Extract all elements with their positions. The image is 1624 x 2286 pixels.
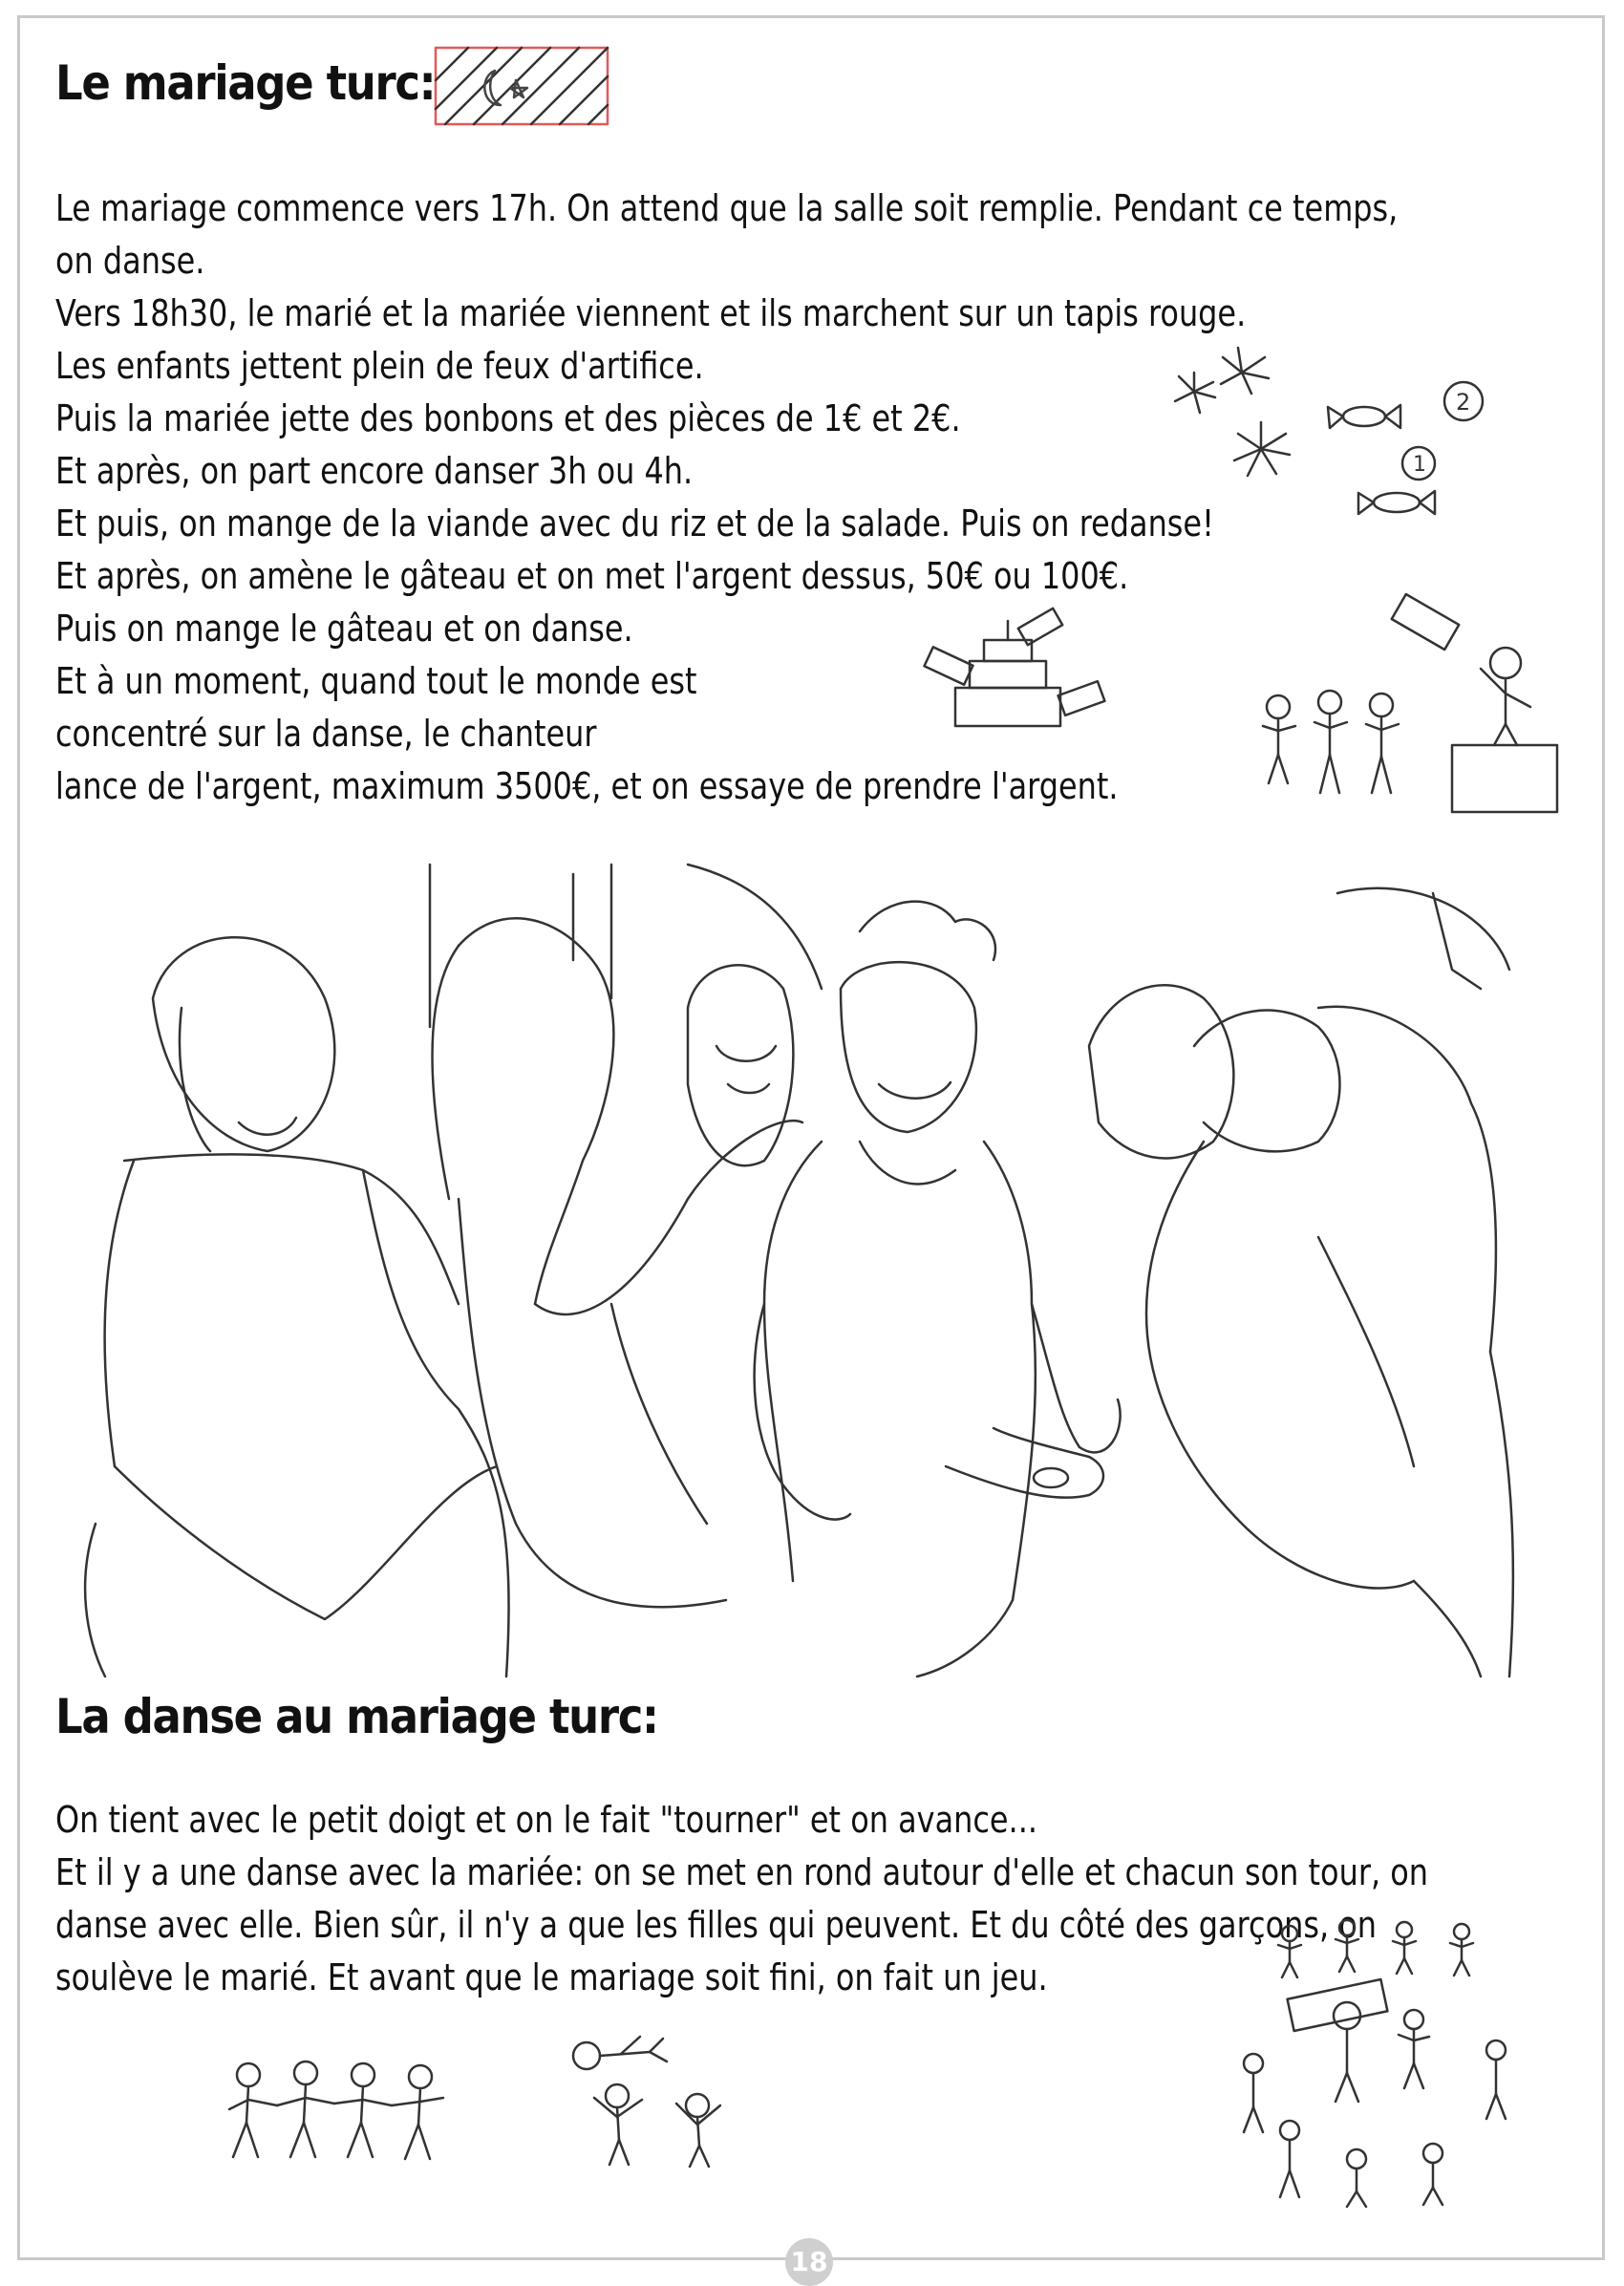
text-line: Et après, on amène le gâteau et on met l'argent dessus, 50€ ou 100€. [55, 555, 1129, 597]
stick-figure [1314, 691, 1347, 793]
stick-figure [1366, 694, 1399, 793]
page-number-badge: 18 [785, 2238, 833, 2286]
stick-figure [1263, 695, 1295, 783]
dancing-woman-left [85, 937, 508, 1677]
stick-figure [1486, 2040, 1506, 2119]
stick-figure [1278, 1926, 1301, 1977]
stick-figure-lifted [573, 2037, 667, 2069]
coin-label-2: 2 [1456, 389, 1471, 416]
text-line: Et puis, on mange de la viande avec du riz et de la salade. Puis on redanse! [55, 502, 1214, 545]
woman-headscarf [688, 965, 793, 1165]
stick-figure [1450, 1924, 1473, 1976]
coin [1402, 382, 1483, 480]
text-line: danse avec elle. Bien sûr, il n'y a que les filles qui peuvent. Et du côté des garçons, on [55, 1904, 1378, 1946]
stick-figure [229, 2063, 277, 2157]
text-line: On tient avec le petit doigt et on le fait "tourner" et on avance... [55, 1799, 1037, 1841]
wedding-scene-drawing [96, 855, 1548, 1677]
text-line: Et il y a une danse avec la mariée: on se met en rond autour d'elle et chacun son tour, on [55, 1851, 1429, 1893]
text-line: Et à un moment, quand tout le monde est [55, 660, 697, 702]
text-line: Puis on mange le gâteau et on danse. [55, 608, 633, 650]
stick-figure [1280, 2121, 1299, 2197]
stick-figure [1393, 1922, 1416, 1974]
singer-throwing-money-sketch [1251, 602, 1576, 822]
section-title-mariage: Le mariage turc: [55, 55, 436, 111]
text-line: Puis la mariée jette des bonbons et des pièces de 1€ et 2€. [55, 397, 961, 439]
crowd-game-sketch [1232, 1920, 1557, 2207]
text-line: on danse. [55, 240, 205, 282]
text-line: Et après, on part encore danser 3h ou 4h. [55, 450, 694, 492]
stick-figure [594, 2084, 642, 2165]
woman-long-hair [433, 918, 803, 1607]
bride-center [755, 902, 1121, 1677]
section-title-danse: La danse au mariage turc: [55, 1689, 658, 1744]
coin-label-1: 1 [1413, 453, 1426, 477]
stick-figure [277, 2062, 334, 2157]
text-line: Vers 18h30, le marié et la mariée viennent et ils marchent sur un tapis rouge. [55, 292, 1247, 334]
cake-with-money-sketch [917, 611, 1118, 745]
text-line: concentré sur la danse, le chanteur [55, 713, 597, 755]
text-line: soulève le marié. Et avant que le mariage soit fini, on fait un jeu. [55, 1956, 1048, 1998]
stick-figure [334, 2063, 392, 2157]
stick-figure [676, 2094, 720, 2167]
stick-figure [1423, 2144, 1442, 2205]
stick-figure [392, 2065, 443, 2159]
text-line: lance de l'argent, maximum 3500€, et on essaye de prendre l'argent. [55, 765, 1119, 807]
man-and-woman-right [1089, 985, 1513, 1677]
stick-figure [1347, 2149, 1366, 2207]
stick-figure [1399, 2010, 1429, 2088]
dancing-stick-figures-sketch [220, 2054, 449, 2168]
text-line: Le mariage commence vers 17h. On attend que la salle soit remplie. Pendant ce temps, [55, 187, 1399, 229]
background-decor [430, 865, 1509, 1027]
firework-burst [1175, 348, 1290, 476]
fireworks-candies-coins-sketch [1146, 334, 1490, 525]
text-line: Les enfants jettent plein de feux d'artifice. [55, 345, 704, 387]
stick-figure-singer [1481, 648, 1530, 745]
lifting-groom-sketch [564, 2025, 755, 2168]
hand-holding-money [946, 1428, 1103, 1498]
stick-figure [1244, 2054, 1263, 2132]
turkish-flag-sketch [428, 42, 619, 134]
stick-figure [1336, 1920, 1358, 1972]
